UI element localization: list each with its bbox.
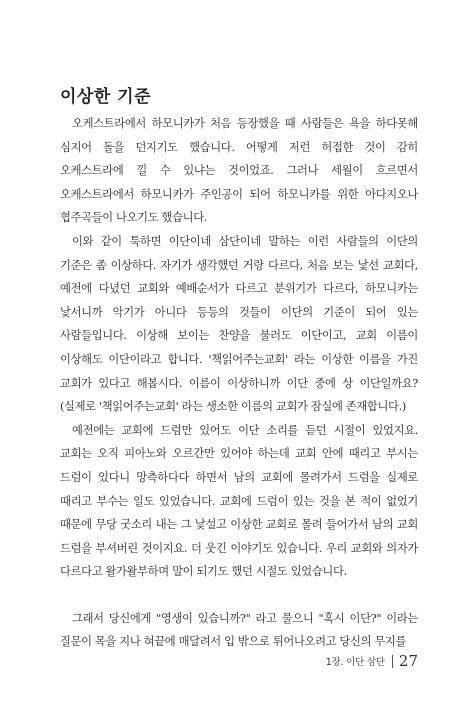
chapter-label: 1장. 이단 삼단 xyxy=(325,657,385,668)
footer-divider xyxy=(392,655,393,668)
paragraph-3: 예전에는 교회에 드럼만 있어도 이단 소리를 듣던 시절이 있었지요. 교회는 오직 피아노와 오르간만 있어야 하는데 교회 안에 때리고 부시는 드럼이 있다니 망측하다다 하면서 남의 교회에 몰려가서 드럼을 실제로 때리고 부수는 일도 있었습니다. 교회에 드럼이 있는 것을 본 적이 없었기 때문에 무당 굿소리 내는 그 낯설고 이상한 교회로 몰려 들어가서 남의 교회 드럼을 부셔버린 것이지요. 더 웃긴 이야기도 있습니다. 우리 교회와 의자가 다르다고 왈가왈부하며 말이 되기도 했던 시절도 있었습니다. xyxy=(60,423,418,579)
page-footer xyxy=(326,652,418,670)
paragraph-1: 오케스트라에서 하모니카가 처음 등장했을 때 사람들은 욕을 하다못해 심지어 돌을 던지기도 했습니다. 어떻게 저런 허접한 것이 감히 오케스트라에 낄 수 있냐는 것이었죠. 그러나 세월이 흐르면서 오케스트라에서 하모니카가 주인공이 되어 하모니카를 위한 아다지오나 협주곡들이 나오기도 했습니다. xyxy=(60,117,418,225)
section-title: 이상한 기준 xyxy=(60,87,152,107)
paragraph-2: 이와 같이 툭하면 이단이네 삼단이네 말하는 이런 사람들의 이단의 기준은 좀 이상하다. 자기가 생각했던 거랑 다르다, 처음 보는 낯선 교회다, 예전에 다녔던 교회와 예배순서가 다르고 분위기가 다르다, 하모니카는 낯서니까 악기가 아니다 등등의 것들이 이단의 기준이 되어 있는 사람들입니다. 이상해 보이는 찬양을 불러도 이단이고, 교회 이름이 이상해도 이단이라고 합니다. '책읽어주는교회' 라는 이상한 이름을 가진 교회가 있다고 해봅시다. 이름이 이상하니까 이단 중에 상 이단일까요? (실제로 '책읽어주는교회' 라는 생소한 이름의 교회가 잠실에 존재합니다.) xyxy=(60,234,418,414)
page-number: 27 xyxy=(398,652,418,670)
paragraph-4: 그래서 당신에게 "영생이 있습니까?" 라고 물으니 "혹시 이단?" 이라는 질문이 목을 지나 혀끝에 매달려서 입 밖으로 튀어나오려고 당신의 무지를 xyxy=(60,611,418,649)
body-text xyxy=(60,112,418,654)
